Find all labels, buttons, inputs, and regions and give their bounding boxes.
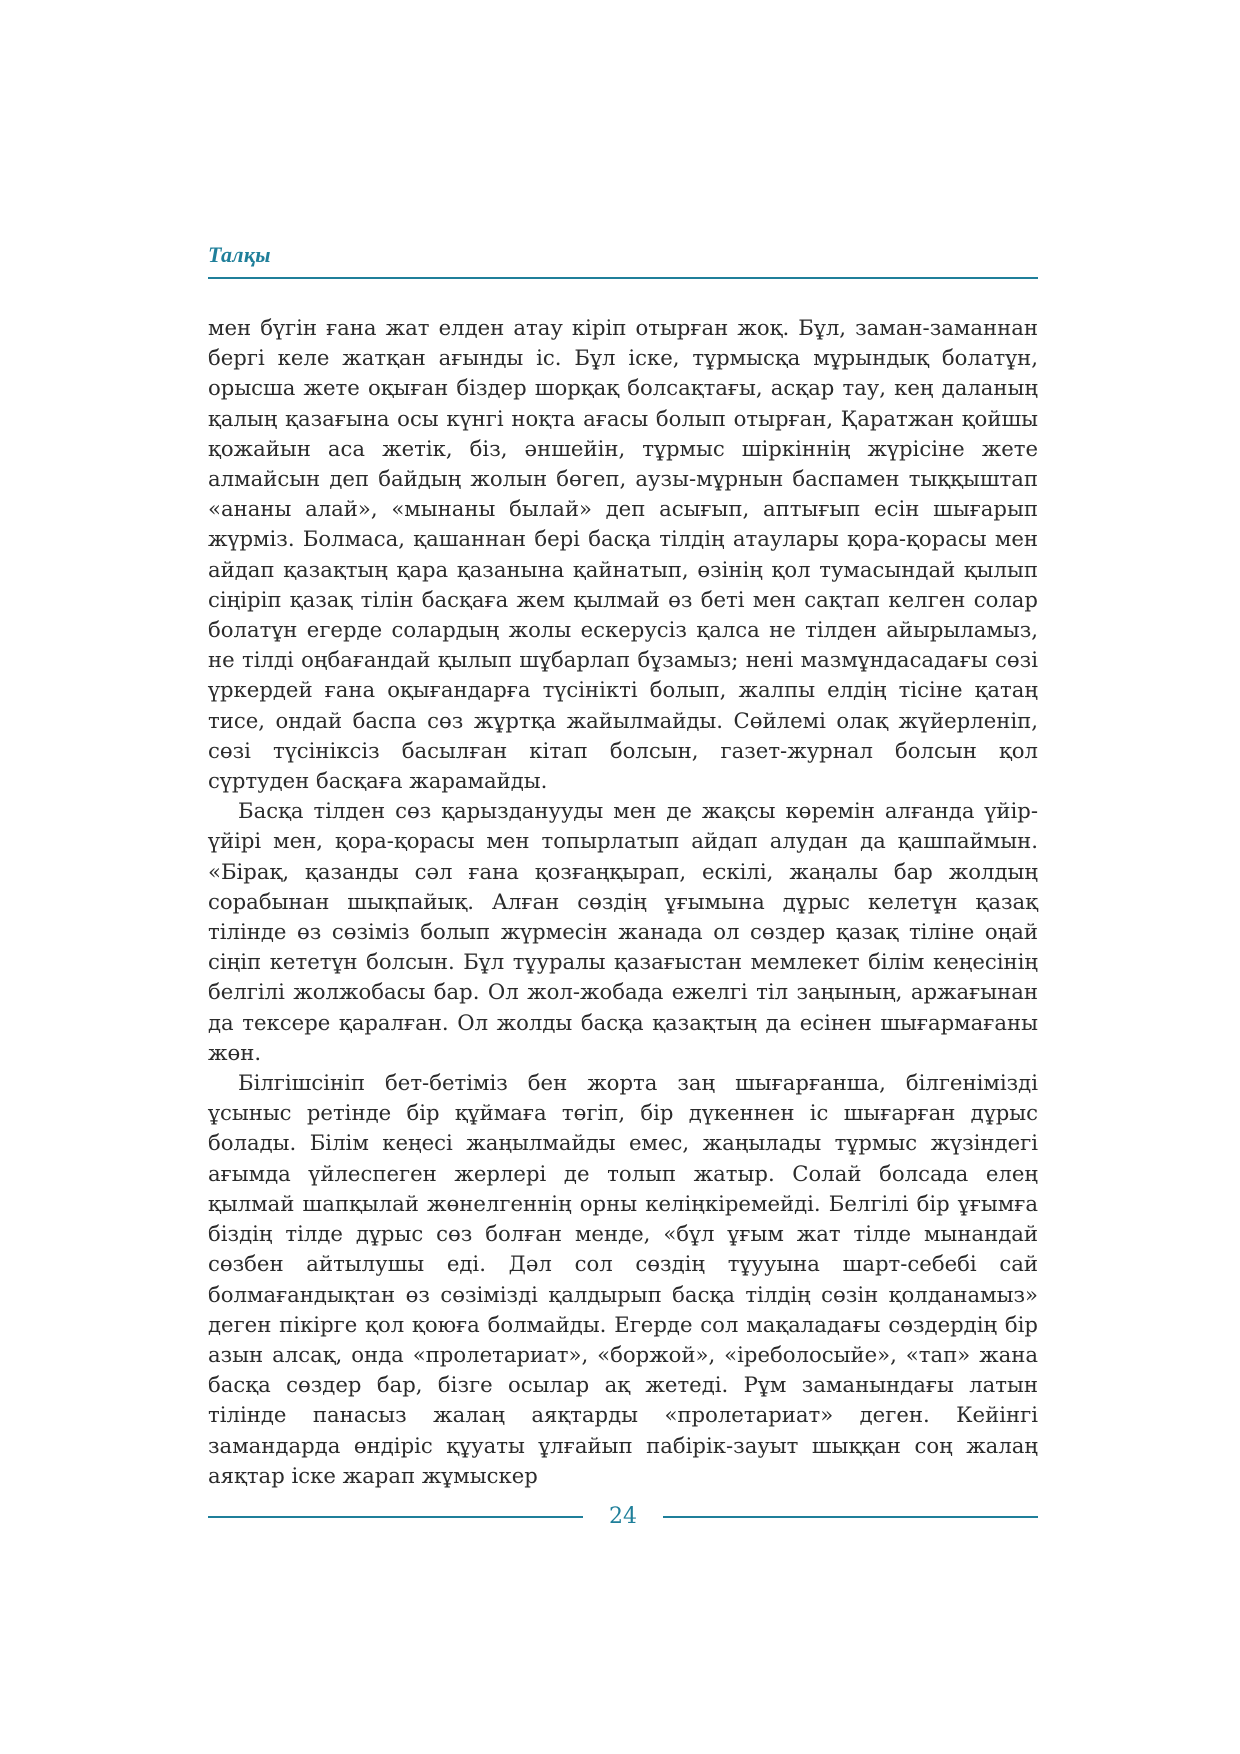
footer-divider-right [663,1516,1038,1518]
header-divider [208,277,1038,279]
page-number: 24 [609,1504,637,1529]
paragraph-1: мен бүгін ғана жат елден атау кіріп отырған жоқ. Бұл, заман-заманнан бергі келе жатқан ағынды іс. Бұл іске, тұрмысқа мұрындық болатұн, орысша жете оқыған біздер шорқақ болсақтағы, асқар тау, кең даланың қалың қазағына осы күнгі ноқта ағасы болып отырған, Қаратжан қойшы қожайын аса жетік, біз, әншейін, тұрмыс шіркіннің жүрісіне жете алмайсын деп байдың жолын бөгеп, аузы-мұрнын баспамен тыққыштап «ананы алай», «мынаны былай» деп асығып, аптығып есін шығарып жүрміз. Болмаса, қашаннан бері басқа тілдің атаулары қора-қорасы мен айдап қазақтың қара қазанына қайнатып, өзінің қол тумасындай қылып сіңіріп қазақ тілін басқаға жем қылмай өз беті мен сақтап келген солар болатұн егерде солардың жолы ескерусіз қалса не тілден айырыламыз, не тілді оңбағандай қылып шұбарлап бұзамыз; нені мазмұндасадағы сөзі үркердей ғана оқығандарға түсінікті болып, жалпы елдің тісіне қатаң тисе, ондай баспа сөз жұртқа жайылмайды. Сөйлемі олақ жүйерленіп, сөзі түсініксіз басылған кітап болсын, газет-журнал болсын қол сүртуден басқаға жарамайды. [208,315,1038,794]
body-text [208,313,1038,1491]
running-title: Талқы [208,242,271,267]
paragraph-3: Білгішсініп бет-бетіміз бен жорта заң шығарғанша, білгенімізді ұсыныс ретінде бір құймаға төгіп, бір дүкеннен іс шығарған дұрыс болады. Білім кеңесі жаңылмайды емес, жаңылады тұрмыс жүзіндегі ағымда үйлеспеген жерлері де толып жатыр. Солай болсада елең қылмай шапқылай жөнелгеннің орны келіңкіремейді. Белгілі бір ұғымға біздің тілде дұрыс сөз болған менде, «бұл ұғым жат тілде мынандай сөзбен айтылушы еді. Дәл сол сөздің тұууына шарт-себебі сай болмағандықтан өз сөзімізді қалдырып басқа тілдің сөзін қолданамыз» деген пікірге қол қоюға болмайды. Егерде сол мақаладағы сөздердің бір азын алсақ, онда «пролетариат», «боржой», «іреболосыйе», «тап» жана басқа сөздер бар, бізге осылар ақ жетеді. Рұм заманындағы латын тілінде панасыз жалаң аяқтарды «пролетариат» деген. Кейінгі замандарда өндіріс құуаты ұлғайып пабірік-зауыт шыққан соң жалаң аяқтар іске жарап жұмыскер [208,1070,1038,1488]
page-footer [208,1502,1038,1532]
footer-divider-left [208,1516,583,1518]
paragraph-2: Басқа тілден сөз қарызданууды мен де жақсы көремін алғанда үйір-үйірі мен, қора-қорасы мен топырлатып айдап алудан да қашпаймын. «Бірақ, қазанды сәл ғана қозғаңқырап, ескілі, жаңалы бар жолдың сорабынан шықпайық. Алған сөздің ұғымына дұрыс келетұн қазақ тілінде өз сөзіміз болып жүрмесін жанада ол сөздер қазақ тіліне оңай сіңіп кететұн болсын. Бұл тұуралы қазағыстан мемлекет білім кеңесінің белгілі жолжобасы бар. Ол жол-жобада ежелгі тіл заңының, аржағынан да тексере қаралған. Ол жолды басқа қазақтың да есінен шығармағаны жөн. [208,798,1038,1065]
